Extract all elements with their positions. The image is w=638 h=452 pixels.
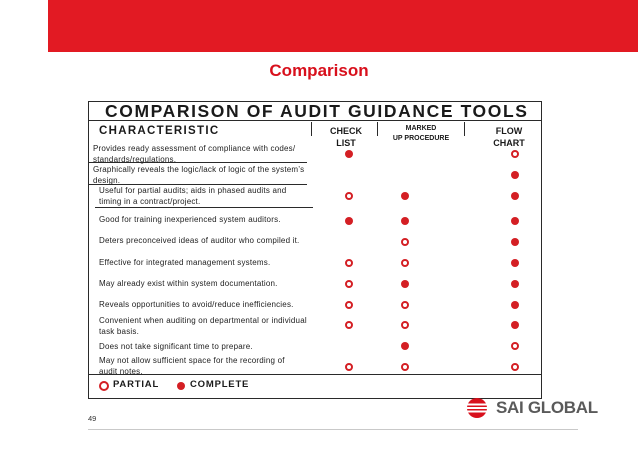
legend-partial-label: PARTIAL	[113, 379, 160, 390]
row-divider	[89, 184, 307, 185]
partial-marker-icon	[511, 150, 519, 158]
footer-rule	[88, 429, 578, 430]
complete-marker-icon	[511, 321, 519, 329]
column-header-line: CHECK	[329, 126, 362, 136]
row-divider	[89, 162, 307, 163]
partial-marker-icon	[345, 259, 353, 267]
column-header-line: UP PROCEDURE	[392, 135, 450, 142]
column-divider	[311, 122, 312, 136]
header-bar	[48, 0, 638, 52]
row-divider	[95, 207, 313, 208]
row-label: Useful for partial audits; aids in phased audits and	[99, 186, 287, 195]
table-row	[99, 300, 294, 311]
partial-marker-icon	[401, 238, 409, 246]
table-row	[99, 258, 270, 269]
row-label: Reveals opportunities to avoid/reduce inefficiencies.	[99, 300, 294, 309]
table-row	[99, 236, 299, 247]
complete-marker-icon	[511, 301, 519, 309]
row-label: May not allow sufficient space for the recording of	[99, 356, 285, 365]
row-label-continued: task basis.	[99, 326, 139, 336]
comparison-table	[88, 101, 542, 399]
partial-marker-icon	[511, 363, 519, 371]
table-row	[99, 215, 281, 226]
column-header-line: CHART	[493, 138, 525, 148]
page-number: 49	[88, 414, 97, 423]
column-header-line: MARKED	[405, 125, 437, 132]
sai-global-logo	[462, 397, 598, 419]
complete-marker-icon	[401, 217, 409, 225]
complete-marker-icon	[511, 238, 519, 246]
row-label: Provides ready assessment of compliance with codes/	[93, 144, 296, 153]
row-label: May already exist within system documentation.	[99, 279, 278, 288]
table-row	[99, 186, 286, 207]
partial-marker-icon	[401, 363, 409, 371]
complete-marker-icon	[511, 171, 519, 179]
complete-marker-icon	[401, 280, 409, 288]
legend	[89, 378, 541, 396]
row-label: Does not take significant time to prepare.	[99, 342, 253, 351]
table-row	[93, 165, 304, 186]
complete-marker-icon	[401, 192, 409, 200]
partial-marker-icon	[345, 280, 353, 288]
partial-marker-icon	[99, 381, 109, 391]
partial-marker-icon	[401, 259, 409, 267]
complete-marker-icon	[511, 192, 519, 200]
column-header-line: FLOW	[495, 126, 523, 136]
column-header-marked-up	[375, 124, 467, 144]
legend-complete-label: COMPLETE	[190, 379, 250, 390]
complete-marker-icon	[511, 259, 519, 267]
column-header-flowchart	[479, 125, 539, 149]
row-label-continued: timing in a contract/project.	[99, 196, 201, 206]
slide-title: Comparison	[269, 61, 369, 80]
column-header-checklist	[319, 125, 373, 149]
complete-marker-icon	[511, 280, 519, 288]
row-label-continued: standards/regulations.	[93, 154, 177, 164]
legend-divider	[89, 374, 541, 375]
characteristic-header: CHARACTERISTIC	[99, 125, 220, 137]
complete-marker-icon	[345, 150, 353, 158]
row-label: Convenient when auditing on departmental or individual	[99, 316, 307, 325]
partial-marker-icon	[345, 301, 353, 309]
partial-marker-icon	[401, 301, 409, 309]
row-label: Effective for integrated management systems.	[99, 258, 271, 267]
logo-text: SAI GLOBAL	[496, 398, 598, 417]
complete-marker-icon	[511, 217, 519, 225]
complete-marker-icon	[177, 382, 185, 390]
row-label: Good for training inexperienced system auditors.	[99, 215, 281, 224]
partial-marker-icon	[401, 321, 409, 329]
table-row	[99, 342, 253, 353]
table-row	[99, 279, 278, 290]
column-header-line: LIST	[336, 138, 356, 148]
complete-marker-icon	[345, 217, 353, 225]
row-label: Graphically reveals the logic/lack of logic of the system’s	[93, 165, 305, 174]
logo-mark-icon	[462, 397, 492, 419]
complete-marker-icon	[401, 342, 409, 350]
row-label-continued: design.	[93, 175, 121, 185]
row-label-continued: audit notes.	[99, 366, 143, 376]
heading-divider	[89, 120, 541, 121]
partial-marker-icon	[345, 192, 353, 200]
table-heading: COMPARISON OF AUDIT GUIDANCE TOOLS	[105, 101, 529, 121]
table-row	[99, 316, 307, 337]
partial-marker-icon	[511, 342, 519, 350]
partial-marker-icon	[345, 321, 353, 329]
row-label: Deters preconceived ideas of auditor who compiled it.	[99, 236, 300, 245]
partial-marker-icon	[345, 363, 353, 371]
